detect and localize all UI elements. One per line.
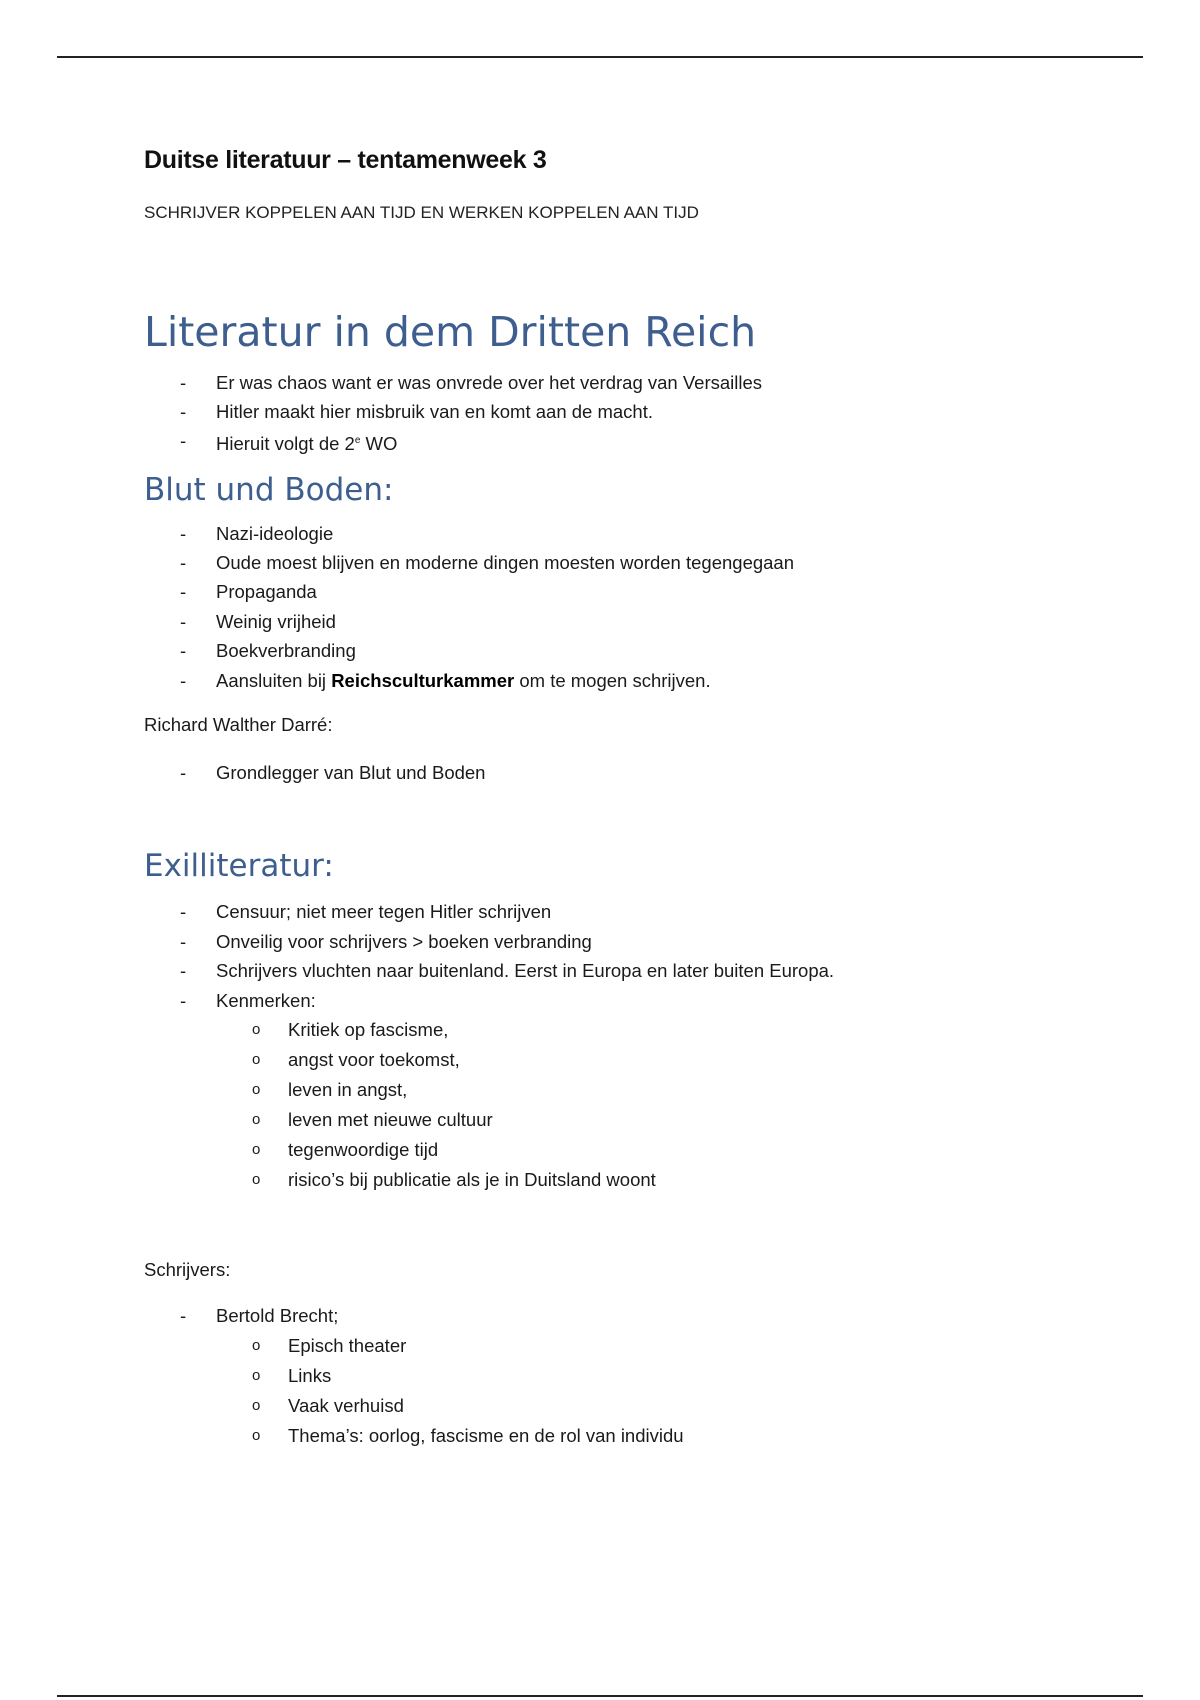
section-heading-blut-und-boden: Blut und Boden: <box>144 472 394 508</box>
section-heading-dritten-reich: Literatur in dem Dritten Reich <box>144 308 757 356</box>
reichsculturkammer-term: Reichsculturkammer <box>331 670 515 691</box>
person-label-darre: Richard Walther Darré: <box>144 714 333 735</box>
document-title: Duitse literatuur – tentamenweek 3 <box>144 146 547 174</box>
section-heading-exilliteratur: Exilliteratur: <box>144 848 334 884</box>
top-rule <box>57 56 1143 58</box>
writers-label: Schrijvers: <box>144 1259 231 1280</box>
bottom-rule <box>57 1695 1143 1697</box>
document-subtitle: SCHRIJVER KOPPELEN AAN TIJD EN WERKEN KOPPELEN AAN TIJD <box>144 203 699 222</box>
